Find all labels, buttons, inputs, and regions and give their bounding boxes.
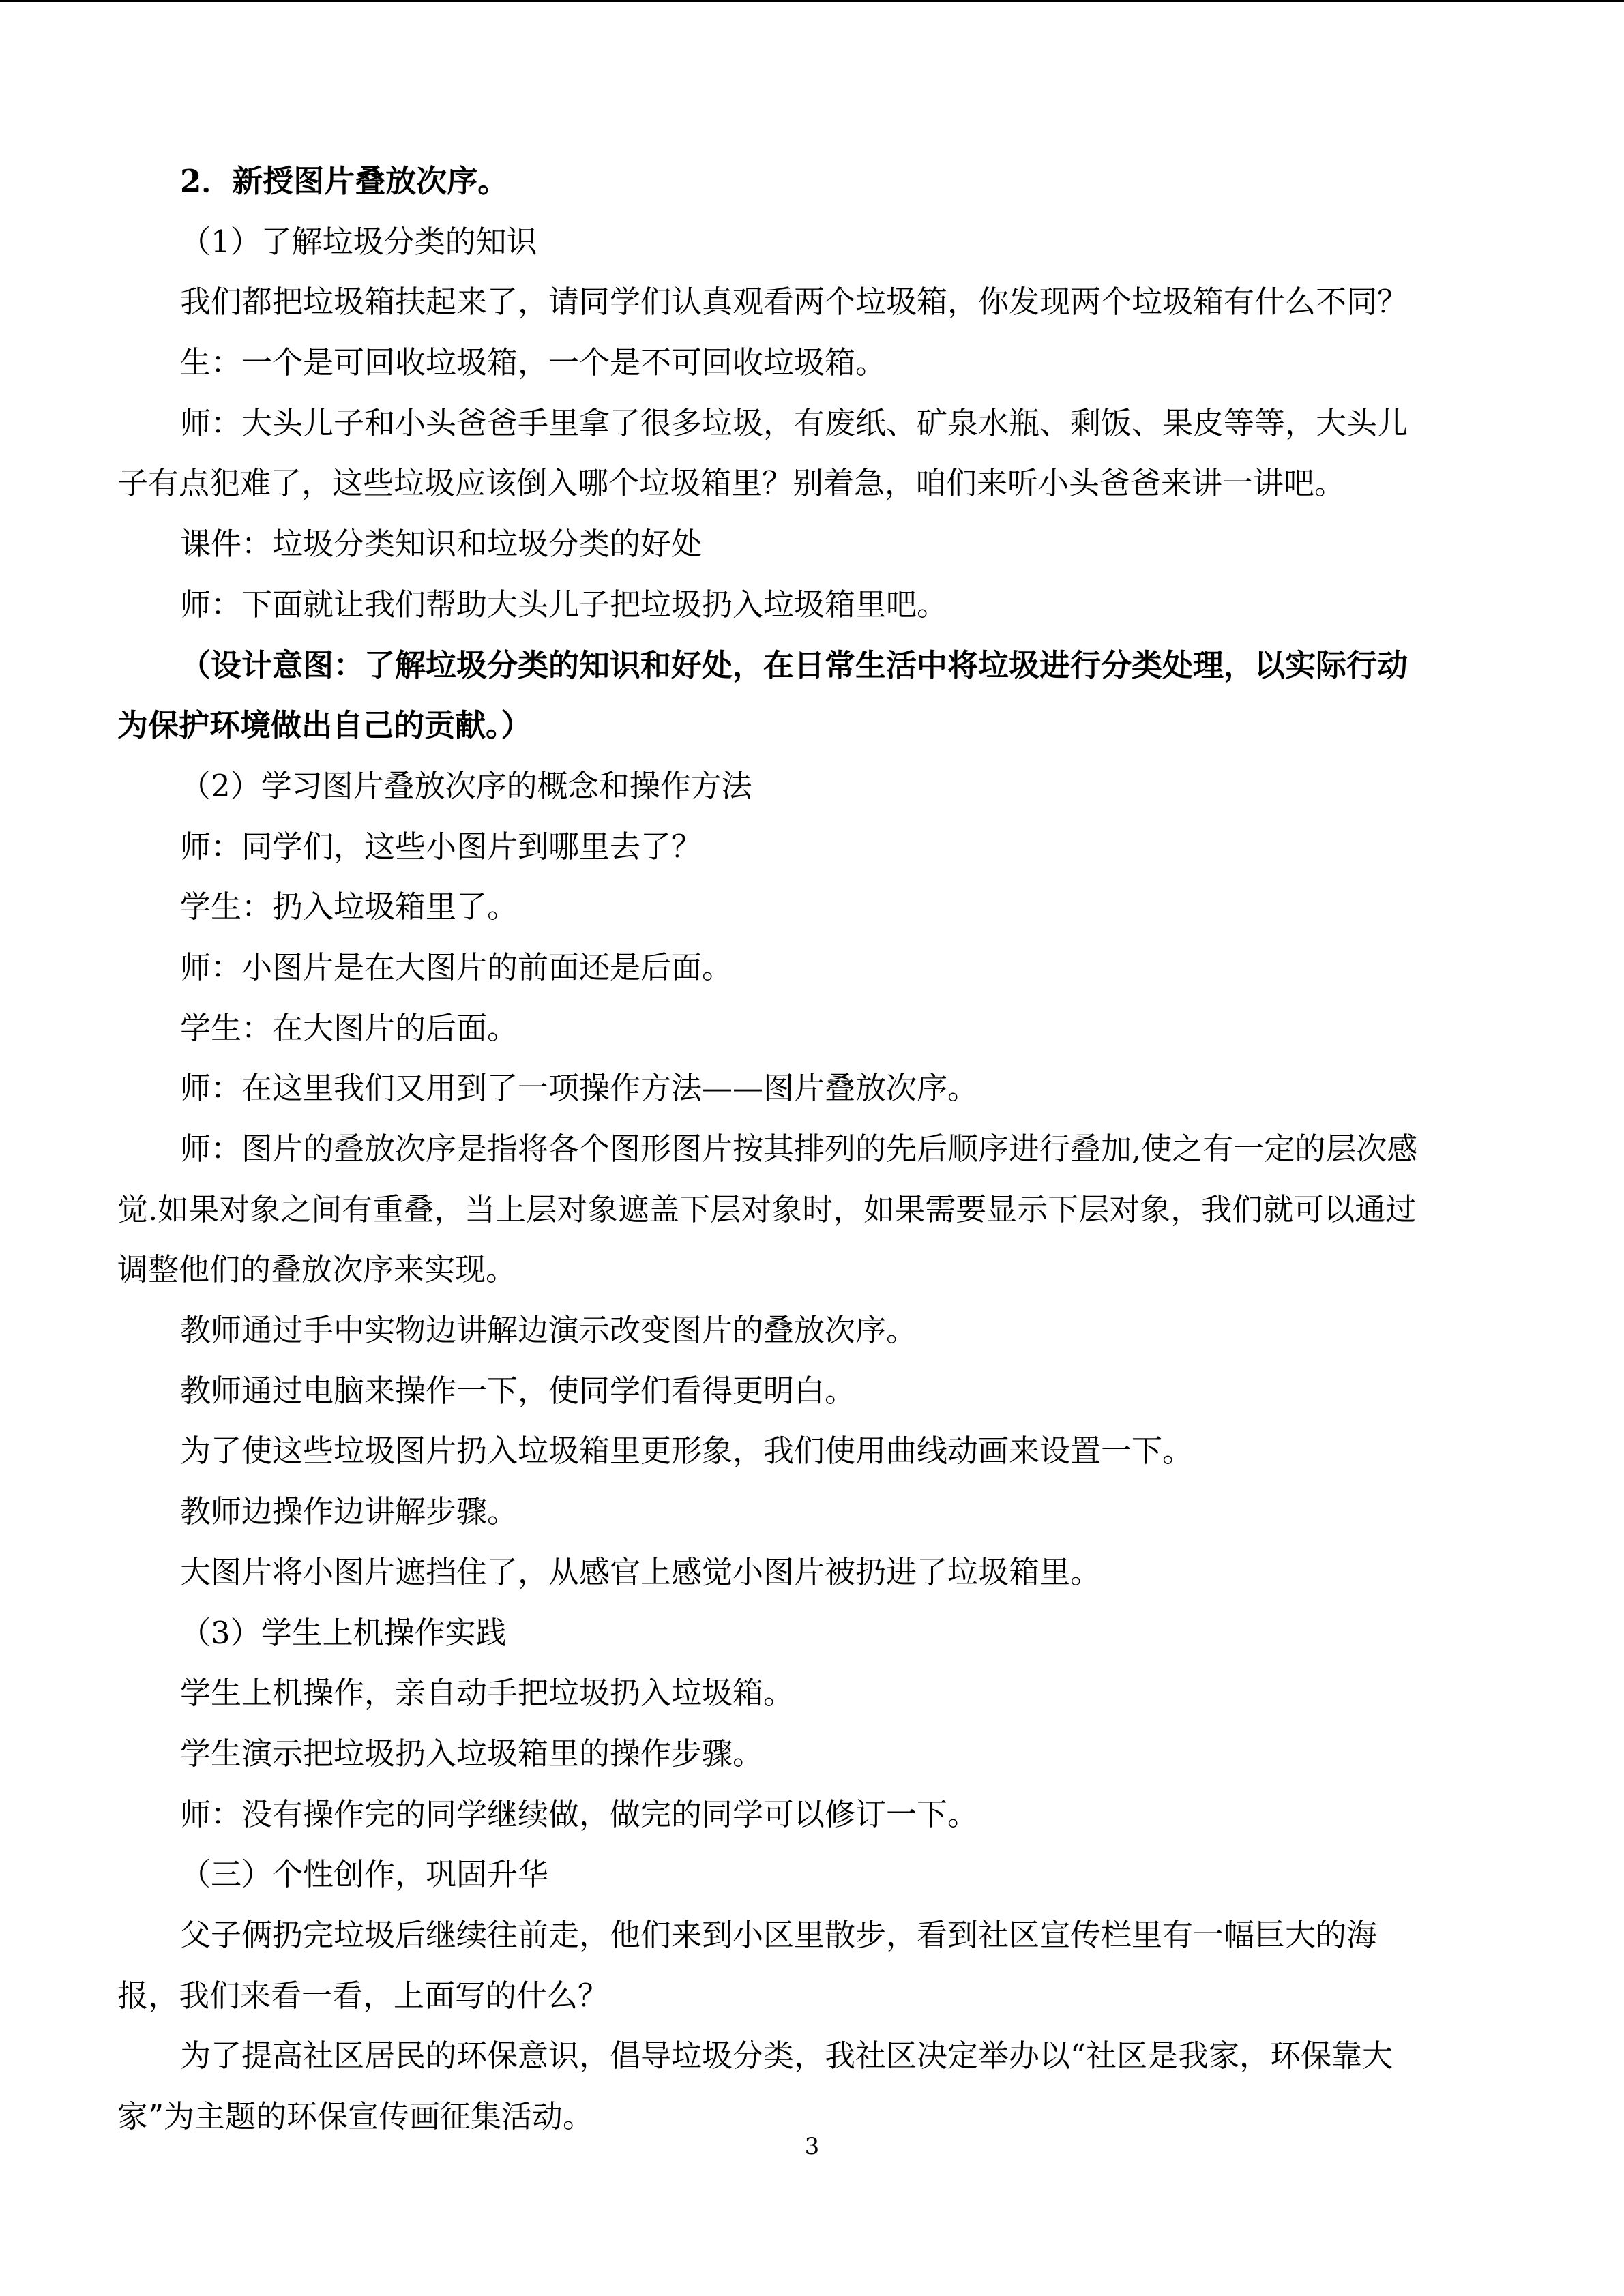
page-number: 3 <box>804 2133 820 2160</box>
paragraph-line: 师：大头儿子和小头爸爸手里拿了很多垃圾，有废纸、矿泉水瓶、剩饭、果皮等等，大头儿 <box>180 404 1408 441</box>
paragraph-line: 学生演示把垃圾扔入垃圾箱里的操作步骤。 <box>180 1735 764 1772</box>
paragraph-line: 教师通过电脑来操作一下，使同学们看得更明白。 <box>180 1372 856 1409</box>
paragraph-continuation-line: 家”为主题的环保宣传画征集活动。 <box>117 2098 594 2134</box>
section-heading: 2．新授图片叠放次序。 <box>180 163 509 199</box>
paragraph-line: 师：没有操作完的同学继续做，做完的同学可以修订一下。 <box>180 1795 979 1832</box>
paragraph-line: 大图片将小图片遮挡住了，从感官上感觉小图片被扔进了垃圾箱里。 <box>180 1553 1102 1590</box>
paragraph-line: 课件：垃圾分类知识和垃圾分类的好处 <box>180 526 703 563</box>
paragraph-line: 师：在这里我们又用到了一项操作方法——图片叠放次序。 <box>180 1070 979 1107</box>
paragraph-continuation-line: 报，我们来看一看，上面写的什么？ <box>117 1977 609 2014</box>
subsection-heading: （1）了解垃圾分类的知识 <box>180 223 537 260</box>
paragraph-line: 师：小图片是在大图片的前面还是后面。 <box>180 949 733 985</box>
design-intent-continuation-line: 为保护环境做出自己的贡献。） <box>117 707 532 744</box>
paragraph-line: 为了使这些垃圾图片扔入垃圾箱里更形象，我们使用曲线动画来设置一下。 <box>180 1433 1194 1470</box>
subsection-heading: （2）学习图片叠放次序的概念和操作方法 <box>180 767 752 804</box>
paragraph-line: 学生上机操作，亲自动手把垃圾扔入垃圾箱。 <box>180 1675 795 1712</box>
paragraph-line: 为了提高社区居民的环保意识，倡导垃圾分类，我社区决定举办以“社区是我家，环保靠大 <box>180 2038 1393 2074</box>
paragraph-line: 教师边操作边讲解步骤。 <box>180 1493 518 1530</box>
paragraph-line: 师：图片的叠放次序是指将各个图形图片按其排列的先后顺序进行叠加,使之有一定的层次感 <box>180 1131 1418 1167</box>
subsection-heading: （3）学生上机操作实践 <box>180 1614 507 1651</box>
paragraph-line: 师：同学们，这些小图片到哪里去了？ <box>180 828 703 865</box>
paragraph-line: 生：一个是可回收垃圾箱，一个是不可回收垃圾箱。 <box>180 344 887 381</box>
paragraph-continuation-line: 子有点犯难了，这些垃圾应该倒入哪个垃圾箱里？别着急，咱们来听小头爸爸来讲一讲吧。 <box>117 465 1346 502</box>
section-heading: （三）个性创作，巩固升华 <box>180 1856 549 1893</box>
paragraph-continuation-line: 觉.如果对象之间有重叠，当上层对象遮盖下层对象时，如果需要显示下层对象，我们就可以通过 <box>117 1191 1417 1227</box>
paragraph-line: 师：下面就让我们帮助大头儿子把垃圾扔入垃圾箱里吧。 <box>180 586 948 623</box>
paragraph-line: 父子俩扔完垃圾后继续往前走，他们来到小区里散步，看到社区宣传栏里有一幅巨大的海 <box>180 1916 1378 1953</box>
paragraph-line: 学生：扔入垃圾箱里了。 <box>180 889 518 925</box>
paragraph-line: 我们都把垃圾箱扶起来了，请同学们认真观看两个垃圾箱，你发现两个垃圾箱有什么不同？ <box>180 284 1408 320</box>
paragraph-continuation-line: 调整他们的叠放次序来实现。 <box>117 1251 517 1288</box>
top-border-line <box>0 0 1624 2</box>
design-intent-line: （设计意图：了解垃圾分类的知识和好处，在日常生活中将垃圾进行分类处理，以实际行动 <box>180 646 1408 683</box>
paragraph-line: 教师通过手中实物边讲解边演示改变图片的叠放次序。 <box>180 1312 917 1349</box>
paragraph-line: 学生：在大图片的后面。 <box>180 1009 518 1046</box>
document-body <box>117 151 1505 2147</box>
